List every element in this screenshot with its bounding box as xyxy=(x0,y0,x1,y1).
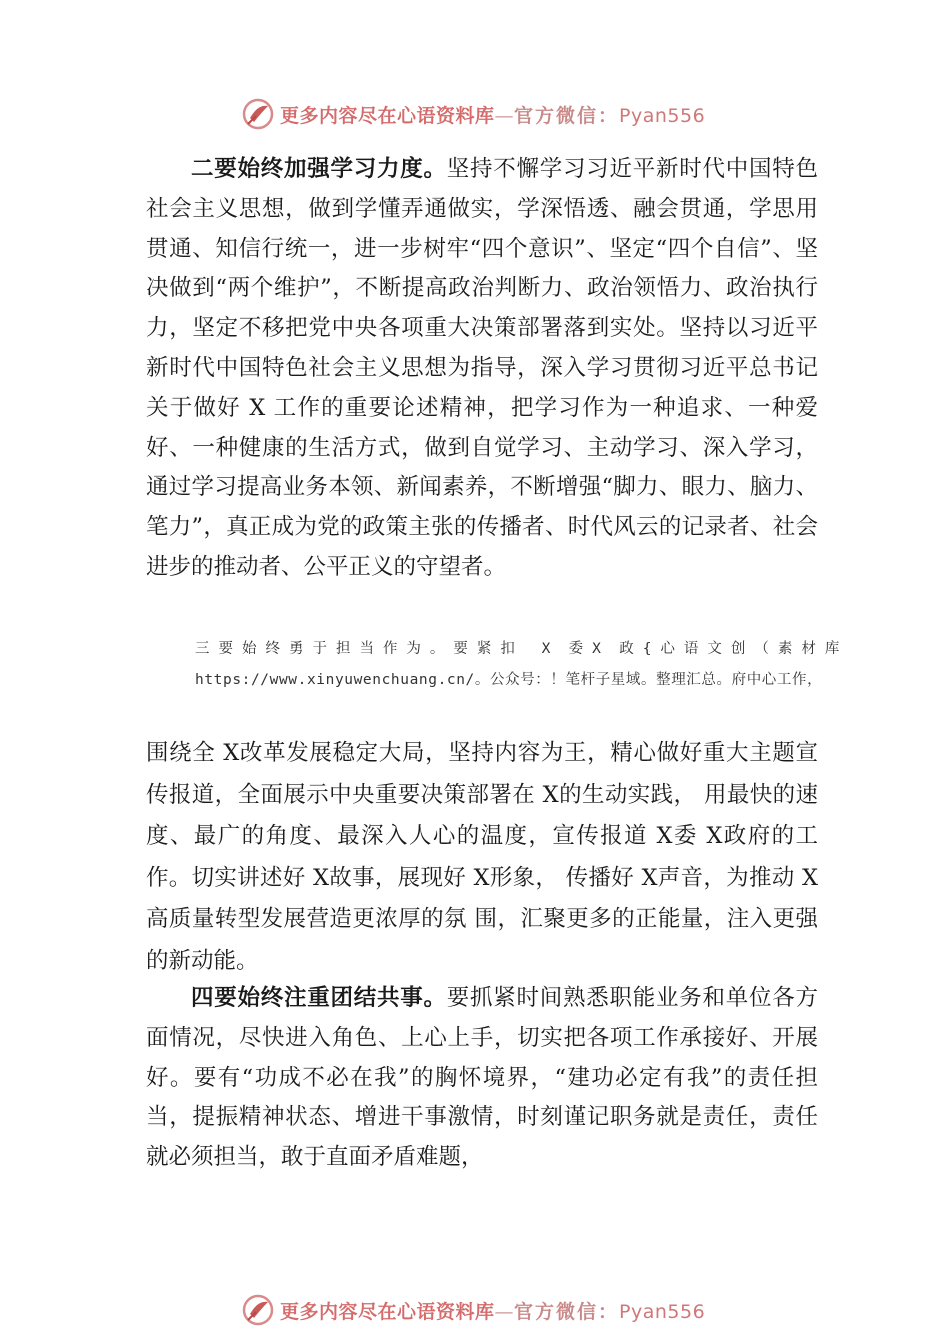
paragraph-study-lead: 二要始终加强学习力度。 xyxy=(191,156,447,182)
paragraph-unity-body: 要抓紧时间熟悉职能业务和单位各方面情况，尽快进入角色、上心上手，切实把各项工作承接好、开展好。要有“功成不必在我”的胸怀境界，“建功必定有我”的责任担当，提振精神状态、增进干事激情，时刻谨记职务就是责任，责任就必须担当，敢于直面矛盾难题， xyxy=(146,985,818,1171)
paragraph-unity xyxy=(146,979,818,1178)
banner-wechat-label: 官方微信： xyxy=(514,1300,620,1323)
banner-separator: — xyxy=(494,1300,515,1323)
banner-brand: 更多内容尽在心语资料库 xyxy=(280,104,495,127)
header-banner xyxy=(0,94,950,134)
paragraph-responsibility-ocr: 三要始终勇于担当作为。要紧扣 X 委X 政{心语文创（素材库https://www.xinyuwenchuang.cn/。公众号：！笔杆子星域。整理汇总。府中心工作， xyxy=(195,641,840,688)
paragraph-unity-lead: 四要始终注重团结共事。 xyxy=(191,985,447,1011)
banner-wechat-id: Pyan556 xyxy=(619,104,706,127)
paragraph-study xyxy=(146,150,818,588)
banner-text xyxy=(280,1297,705,1324)
brand-logo-icon xyxy=(240,1292,276,1328)
banner-wechat-id: Pyan556 xyxy=(619,1300,706,1323)
banner-text xyxy=(280,101,705,128)
paragraph-publicity: 围绕全 X改革发展稳定大局，坚持内容为王，精心做好重大主题宣传报道，全面展示中央重要决策部署在 X的生动实践， 用最快的速度、最广的角度、最深入人心的温度，宣传报道 X委 X政府的工作。切实讲述好 X故事，展现好 X形象， 传播好 X声音，为推动 X高质量转型发展营造更浓厚的氛 围，汇聚更多的正能量，注入更强的新动能。 xyxy=(146,740,818,974)
footer-banner xyxy=(0,1290,950,1330)
banner-brand: 更多内容尽在心语资料库 xyxy=(280,1300,495,1323)
brand-logo-icon xyxy=(240,96,276,132)
banner-separator: — xyxy=(494,104,515,127)
paragraph-study-body: 坚持不懈学习习近平新时代中国特色社会主义思想，做到学懂弄通做实，学深悟透、融会贯通，学思用贯通、知信行统一，进一步树牢“四个意识”、坚定“四个自信”、坚决做到“两个维护”，不断提高政治判断力、政治领悟力、政治执行力，坚定不移把党中央各项重大决策部署落到实处。坚持以习近平新时代中国特色社会主义思想为指导，深入学习贯彻习近平总书记关于做好 X 工作的重要论述精神，把学习作为一种追求、一种爱好、一种健康的生活方式，做到自觉学习、主动学习、深入学习，通过学习提高业务本领、新闻素养，不断增强“脚力、眼力、脑力、笔力”，真正成为党的政策主张的传播者、时代风云的记录者、社会进步的推动者、公平正义的守望者。 xyxy=(146,156,818,580)
banner-wechat-label: 官方微信： xyxy=(514,104,620,127)
